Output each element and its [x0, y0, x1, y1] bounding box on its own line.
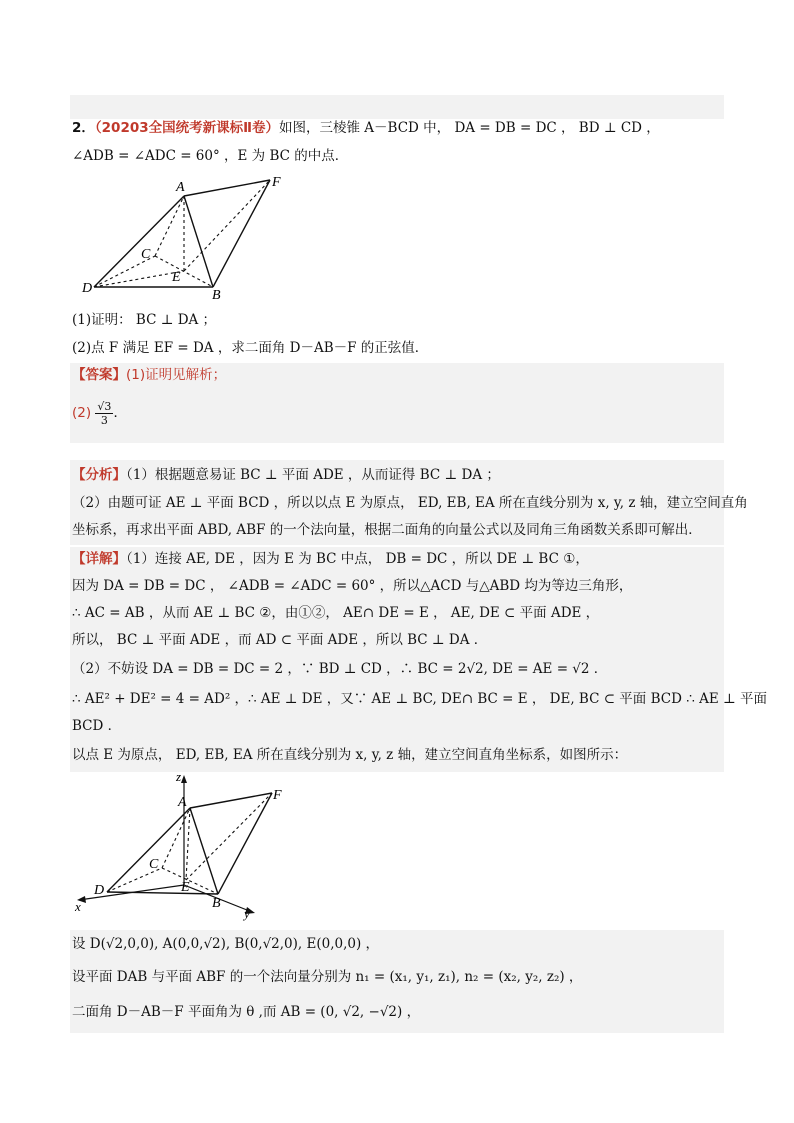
analysis-line-1: [72, 465, 500, 485]
detail-line-5: （2）不妨设 DA = DB = DC = 2 ，∵ BD ⊥ CD ，∴ BC = 2√2, DE = AE = √2 ．: [72, 661, 608, 677]
fig2-label-z: z: [176, 772, 182, 784]
answer-2-prefix: (2): [72, 405, 92, 421]
pyramid-figure: [75, 170, 290, 305]
answer-1: (1)证明见解析；: [126, 367, 227, 383]
fig2-label-a: A: [178, 795, 187, 810]
fig2-label-d: D: [94, 883, 105, 898]
fig2-label-f: F: [273, 788, 282, 803]
problem-stem-1: 如图，三棱锥 A－BCD 中， DA = DB = DC ， BD ⊥ CD ，: [279, 120, 660, 136]
detail-line-8: 以点 E 为原点， ED, EB, EA 所在直线分别为 x, y, z 轴，建立空间直角坐标系，如图所示：: [72, 747, 628, 763]
fig2-label-e: E: [181, 880, 190, 895]
fig1-label-c: C: [141, 247, 151, 262]
answer-line-1: [72, 365, 226, 385]
fig2-label-x: x: [75, 899, 81, 914]
detail-line-2: 因为 DA = DB = DC ， ∠ADB = ∠ADC = 60° ，所以△ACD 与△ABD 均为等边三角形，: [72, 578, 633, 594]
fig2-label-y: y: [244, 906, 250, 921]
header-band: [70, 95, 724, 119]
fig2-label-b: B: [212, 896, 221, 911]
coordinate-figure: [72, 772, 284, 922]
detail-line-7: BCD ．: [72, 718, 122, 734]
answer-2-denominator: 3: [100, 414, 108, 427]
detail-tag: 【详解】: [72, 551, 126, 567]
detail-line-1: [72, 549, 589, 569]
coords-line-2: 设平面 DAB 与平面 ABF 的一个法向量分别为 n₁ = (x₁, y₁, z₁), n₂ = (x₂, y₂, z₂) ，: [72, 969, 583, 985]
question-2: (2)点 F 满足 EF = DA ，求二面角 D－AB－F 的正弦值．: [72, 340, 429, 356]
problem-line-1: [72, 118, 660, 138]
answer-2-suffix: ．: [113, 405, 127, 421]
analysis-text-1: （1）根据题意易证 BC ⊥ 平面 ADE ，从而证得 BC ⊥ DA ；: [126, 467, 500, 483]
answer-line-2: [72, 396, 127, 430]
coords-line-1: 设 D(√2,0,0), A(0,0,√2), B(0,√2,0), E(0,0,0) ，: [72, 936, 380, 952]
question-1: (1)证明： BC ⊥ DA ；: [72, 312, 217, 328]
answer-2-numerator: √3: [97, 400, 112, 413]
fig1-label-d: D: [82, 281, 93, 296]
problem-number: 2．: [72, 120, 95, 136]
fig1-label-a: A: [176, 180, 185, 195]
fig1-label-e: E: [172, 270, 181, 285]
fig1-label-f: F: [272, 175, 281, 190]
coords-line-3: 二面角 D－AB－F 平面角为 θ ,而 AB = (0, √2, −√2) ，: [72, 1004, 421, 1020]
detail-line-6: ∴ AE² + DE² = 4 = AD² ，∴ AE ⊥ DE ，又∵ AE ⊥ BC, DE∩ BC = E ， DE, BC ⊂ 平面 BCD ∴ AE ⊥ 平面: [72, 691, 767, 707]
analysis-line-3: 坐标系，再求出平面 ABD, ABF 的一个法向量，根据二面角的向量公式以及同角三角函数关系即可解出．: [72, 522, 702, 538]
analysis-tag: 【分析】: [72, 467, 126, 483]
fig2-label-c: C: [149, 857, 159, 872]
fig1-label-b: B: [212, 288, 221, 303]
problem-line-2: ∠ADB = ∠ADC = 60° ，E 为 BC 的中点．: [72, 148, 349, 164]
detail-line-4: 所以， BC ⊥ 平面 ADE ，而 AD ⊂ 平面 ADE ，所以 BC ⊥ DA ．: [72, 632, 488, 648]
detail-line-3: ∴ AC = AB ，从而 AE ⊥ BC ②，由①②， AE∩ DE = E ， AE, DE ⊂ 平面 ADE ，: [72, 605, 600, 621]
detail-text-1: （1）连接 AE, DE ，因为 E 为 BC 中点， DB = DC ，所以 DE ⊥ BC ①，: [126, 551, 589, 567]
answer-tag: 【答案】: [72, 367, 126, 383]
analysis-line-2: （2）由题可证 AE ⊥ 平面 BCD ，所以以点 E 为原点， ED, EB, EA 所在直线分别为 x, y, z 轴，建立空间直角: [72, 495, 748, 511]
answer-2-fraction: [95, 400, 113, 427]
problem-source: （20203全国统考新课标Ⅱ卷）: [94, 120, 280, 136]
